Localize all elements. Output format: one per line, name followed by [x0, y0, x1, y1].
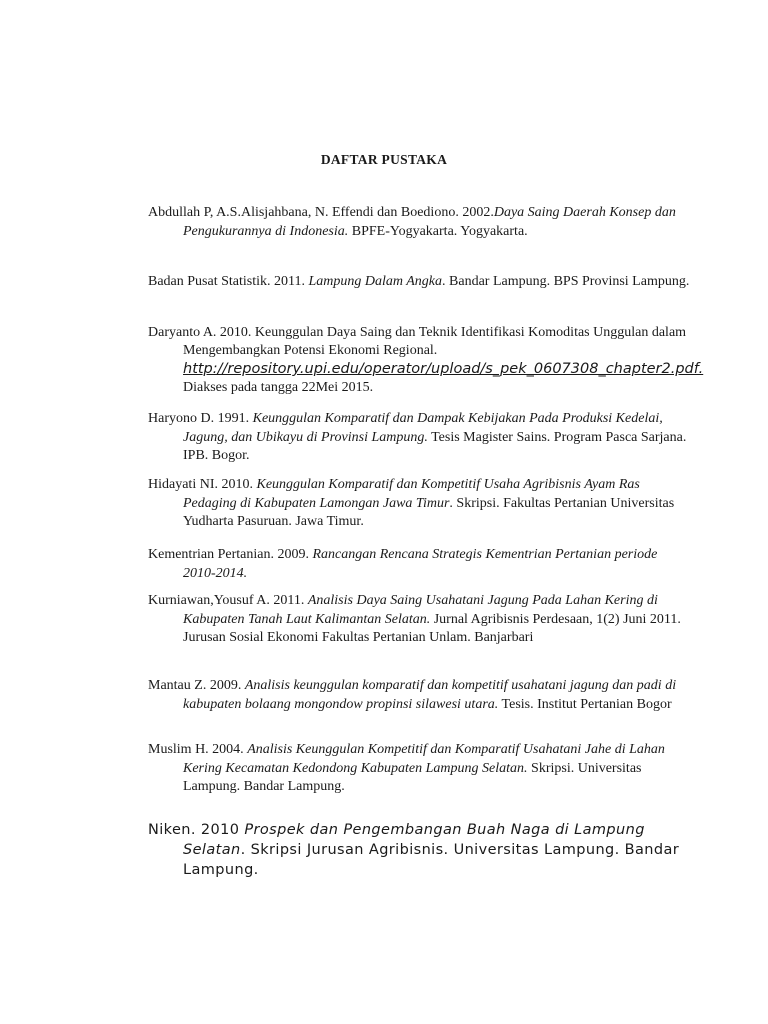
reference-text: BPFE-Yogyakarta. Yogyakarta.	[348, 223, 528, 239]
reference-text: Abdullah P, A.S.Alisjahbana, N. Effendi dan Boediono. 2002.	[148, 205, 494, 220]
reference-title: Rancangan Rencana Strategis Kementrian Pertanian periode 2010-2014.	[183, 547, 658, 581]
reference-text: Hidayati NI. 2010.	[148, 477, 257, 492]
reference-text: Kurniawan,Yousuf A. 2011.	[148, 593, 308, 608]
reference-entry	[148, 741, 693, 797]
reference-link[interactable]: http://repository.upi.edu/operator/upload/s_pek_0607308_chapter2.pdf.	[183, 361, 704, 377]
reference-text: Niken. 2010	[148, 822, 245, 838]
reference-entry	[148, 273, 693, 292]
reference-text: . Skripsi Jurusan Agribisnis. Universitas Lampung. Bandar Lampung.	[183, 842, 680, 878]
reference-text: Diakses pada tangga 22Mei 2015.	[183, 380, 374, 395]
reference-text: . Bandar Lampung. BPS Provinsi Lampung.	[442, 274, 690, 289]
reference-text: Tesis Magister Sains. Program Pasca Sarjana. IPB. Bogor.	[183, 429, 687, 463]
reference-title: Lampung Dalam Angka	[308, 274, 443, 289]
reference-entry	[148, 204, 693, 241]
reference-entry	[148, 677, 693, 714]
reference-text: Mantau Z. 2009.	[148, 678, 245, 693]
reference-text: Muslim H. 2004.	[148, 742, 248, 757]
reference-text: Jurnal Agribisnis Perdesaan, 1(2) Juni 2011. Jurusan Sosial Ekonomi Fakultas Pertanian Unlam. Banjarbari	[183, 611, 681, 645]
reference-entry	[148, 592, 693, 648]
reference-title: Analisis Daya Saing Usahatani Jagung Pada Lahan Kering di Kabupaten Tanah Laut Kalimantan Selatan.	[183, 593, 658, 627]
reference-text: Daryanto A. 2010. Keunggulan Daya Saing dan Teknik Identifikasi Komoditas Unggulan dalam Mengembangkan Potensi Ekonomi Regional.	[148, 325, 687, 358]
reference-text: Tesis. Institut Pertanian Bogor	[498, 696, 672, 712]
reference-entry	[148, 820, 693, 880]
reference-title: Prospek dan Pengembangan Buah Naga di Lampung Selatan	[183, 822, 645, 858]
reference-text: Haryono D. 1991.	[148, 411, 253, 426]
reference-title: Keunggulan Komparatif dan Kompetitif Usaha Agribisnis Ayam Ras Pedaging di Kabupaten Lamongan Jawa Timur	[183, 477, 640, 511]
reference-text: . Skripsi. Fakultas Pertanian Universitas Yudharta Pasuruan. Jawa Timur.	[183, 495, 675, 529]
reference-entry	[148, 410, 693, 466]
reference-title: Daya Saing Daerah Konsep dan Pengukurannya di Indonesia.	[183, 205, 676, 239]
reference-entry	[148, 546, 693, 583]
reference-entry	[148, 476, 693, 532]
reference-title: Analisis keunggulan komparatif dan kompetitif usahatani jagung dan padi di kabupaten bolaang mongondow propinsi silawesi utara.	[183, 678, 677, 712]
reference-title: Analisis Keunggulan Kompetitif dan Komparatif Usahatani Jahe di Lahan Kering Kecamatan Kedondong Kabupaten Lampung Selatan.	[183, 742, 665, 776]
page-title: DAFTAR PUSTAKA	[320, 152, 448, 167]
reference-text: Skripsi. Universitas Lampung. Bandar Lampung.	[183, 760, 642, 794]
reference-title: Keunggulan Komparatif dan Dampak Kebijakan Pada Produksi Kedelai, Jagung, dan Ubikayu di Provinsi Lampung.	[183, 411, 663, 445]
reference-text: Badan Pusat Statistik. 2011.	[148, 274, 309, 289]
reference-entry	[148, 324, 704, 397]
reference-text: Kementrian Pertanian. 2009.	[148, 547, 313, 562]
